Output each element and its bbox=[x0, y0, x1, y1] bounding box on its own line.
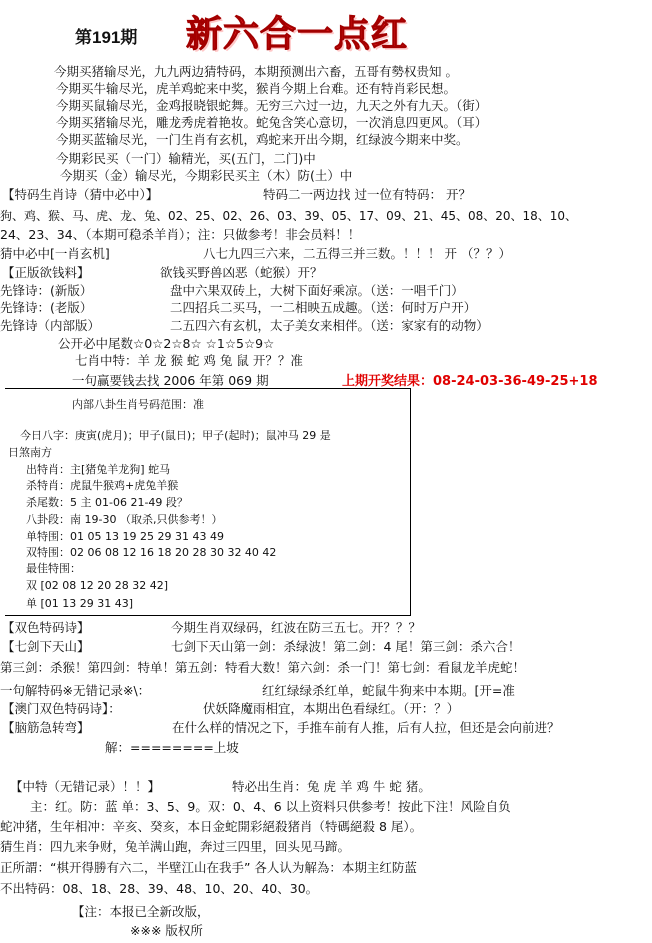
pioneer-text: 二五四六有玄机，太子美女来相伴。（送：家家有的动物） bbox=[170, 318, 489, 333]
box-title: 内部八卦生肖号码范围：准 bbox=[72, 398, 204, 411]
poem-line: 今期买（金）输尽光，今期彩民买主（木）防(土）中 bbox=[60, 168, 353, 183]
poem-line: 今期彩民买（一门）输精光，买(五门，二门)中 bbox=[56, 151, 316, 166]
newspaper-logo: 新六合一点红 bbox=[186, 14, 409, 55]
zhongte-zheng: 正所謂：“棋开得勝有六二，半壁江山在我手” 各人认为解為：本期主红防蓝 bbox=[0, 860, 417, 875]
box-row: 单 [01 13 29 31 43] bbox=[26, 597, 134, 610]
zhongte-cai: 猜生肖：四九来争财，兔羊满山跑，奔过三四里，回头见马蹄。 bbox=[0, 839, 351, 854]
box-row: 出特肖：主[猪兔羊龙狗] 蛇马 bbox=[26, 463, 171, 476]
pioneer-label: 先锋诗：(老版） bbox=[0, 300, 93, 315]
box-row: 杀特肖：虎鼠牛猴鸡+虎兔羊猴 bbox=[26, 479, 179, 492]
section-label: 【澳门双色特码诗】： bbox=[2, 701, 121, 716]
zhongte-title: 【中特（无错记录）！！】 bbox=[10, 779, 161, 794]
seven-zodiac: 七肖中特：羊 龙 猴 蛇 鸡 兔 鼠 开？？准 bbox=[75, 353, 303, 368]
poem-line: 今期买猪输尽光，九九两边猜特码，本期预测出六畜，五哥有勢权贵知 。 bbox=[54, 64, 458, 79]
zhongte-chong: 蛇冲猪，生年相冲：辛亥、癸亥，本日金蛇開彩絕殺猪肖（特碼絕殺 8 尾）。 bbox=[0, 819, 423, 834]
pioneer-text: 盘中六果双砖上，大树下面好乘凉。（送：一唱千门） bbox=[170, 283, 464, 298]
zhongte-note: 【注：本报已全新改版， bbox=[72, 904, 210, 919]
poem-line: 今期买鼠输尽光，金鸡报晓银蛇舞。无穷三六过一边，九天之外有九天。（街） bbox=[56, 98, 488, 113]
box-row: 杀尾数：5 主 01-06 21-49 段？ bbox=[26, 496, 188, 509]
poem-line: 今期买蓝输尽光，一门生肖有玄机，鸡蛇来开出今期，红绿波今期来中奖。 bbox=[56, 132, 469, 147]
zhongte-main: 主：红。防：蓝 单：3、5、9。双：0、4、6 以上资料只供参考！按此下注！风险自负 bbox=[30, 799, 511, 814]
texiao-text: 特码二一两边找 过一位有特码： 开？ bbox=[263, 187, 471, 202]
box-row: 单特围：01 05 13 19 25 29 31 43 49 bbox=[26, 530, 224, 543]
box-row: 最佳特围： bbox=[26, 562, 81, 575]
section-text: 今期生肖双绿码，红波在防三五七。开？？？ bbox=[171, 620, 422, 635]
tail-numbers: 公开必中尾数☆0☆2☆8☆ ☆1☆5☆9☆ bbox=[58, 336, 275, 351]
section-label: 【七剑下天山】 bbox=[2, 639, 90, 654]
zhongte-buchu: 不出特码：08、18、28、39、48、10、20、40、30。 bbox=[0, 881, 319, 896]
version-text: 欲钱买野兽凶恶（蛇猴）开？ bbox=[160, 265, 323, 280]
zhongte-text: 特必出生肖：兔 虎 羊 鸡 牛 蛇 猪。 bbox=[232, 779, 431, 794]
section-text: 第三剑：杀猴！第四剑：特单！第五剑：特看大数！第六剑：杀一门！第七剑：看鼠龙羊虎蛇！ bbox=[0, 660, 526, 675]
section-text: 红红绿绿杀红单，蛇鼠牛狗来中本期。[开=准 bbox=[262, 683, 515, 698]
pioneer-label: 先锋诗（内部版） bbox=[0, 318, 101, 333]
yiju-line: 一句赢要钱去找 2006 年第 069 期 bbox=[72, 373, 269, 388]
section-label: 【双色特码诗】 bbox=[2, 620, 90, 635]
copyright: ※※※ 版权所 bbox=[130, 923, 203, 938]
section-text: 解：========上坡 bbox=[105, 740, 239, 755]
pioneer-label: 先锋诗：(新版） bbox=[0, 283, 93, 298]
section-text: 在什么样的情况之下，手推车前有人推，后有人拉，但还是会向前进？ bbox=[172, 720, 560, 735]
pioneer-text: 二四招兵二买马，一二相映五成趣。（送：何时万户开） bbox=[170, 300, 477, 315]
last-draw-result: 上期开奖结果：08-24-03-36-49-25+18 bbox=[342, 374, 598, 389]
box-row: 双 [02 08 12 20 28 32 42] bbox=[26, 579, 169, 592]
section-label: 一句解特码※无错记录※\： bbox=[0, 683, 151, 698]
box-bazi-2: 日煞南方 bbox=[8, 446, 52, 459]
guess-label: 猜中必中[一肖玄机] bbox=[0, 246, 110, 261]
box-row: 双特围：02 06 08 12 16 18 20 28 30 32 40 42 bbox=[26, 546, 277, 559]
section-label: 【脑筋急转弯】 bbox=[2, 720, 90, 735]
guess-text: 八七九四三六来，二五得三并三数。！！！ 开 （？？） bbox=[203, 246, 511, 261]
box-bazi: 今日八字：庚寅(虎月)；甲子(鼠日)；甲子(起时)；鼠冲马 29 是 bbox=[20, 429, 331, 442]
poem-line: 今期买猪输尽光，雕龙秀虎着艳妆。蛇兔含笑心意切，一次消息四更风。（耳） bbox=[56, 115, 488, 130]
version-title: 【正版欲钱料】 bbox=[2, 265, 90, 280]
poem-line: 今期买牛输尽光，虎羊鸡蛇来中奖，猴肖今期上台难。还有特肖彩民想。 bbox=[56, 81, 457, 96]
texiao-title: 【特码生肖诗（猜中必中）】 bbox=[2, 187, 159, 202]
box-row: 八卦段：南 19-30 （取杀,只供参考！） bbox=[26, 513, 223, 526]
section-text: 伏妖降魔雨相宜，本期出色看绿红。（开：？） bbox=[203, 701, 460, 716]
texiao-list: 狗、鸡、猴、马、虎、龙、兔、02、25、02、26、03、39、05、17、09、21、45、08、20、18、10、 bbox=[0, 209, 578, 223]
section-text: 七剑下天山第一剑：杀绿波！第二剑：4 尾！第三剑：杀六合！ bbox=[171, 639, 521, 654]
issue-number: 第191期 bbox=[75, 28, 138, 47]
texiao-list-2: 24、23、34、（本期可稳杀羊肖）；注：只做参考！非会员料！！ bbox=[0, 227, 361, 242]
